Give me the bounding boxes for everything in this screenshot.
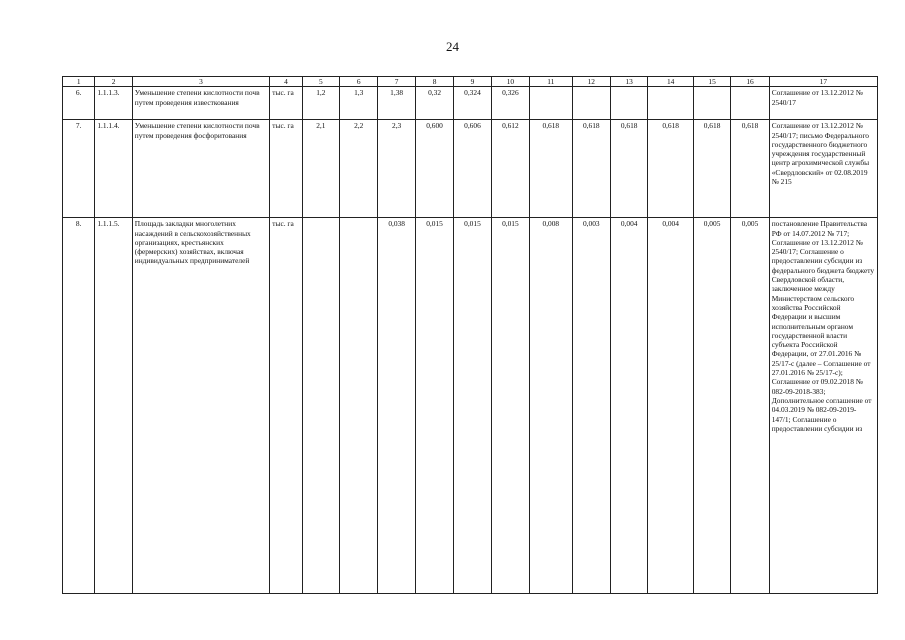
value-cell: 0,005 xyxy=(693,218,730,594)
value-cell: 2,2 xyxy=(340,120,378,218)
value-cell: 0,004 xyxy=(648,218,694,594)
header-cell: 5 xyxy=(302,77,339,87)
value-cell xyxy=(530,87,572,120)
row-number: 7. xyxy=(63,120,95,218)
value-cell: 1,38 xyxy=(378,87,415,120)
value-cell: 0,008 xyxy=(530,218,572,594)
header-cell: 4 xyxy=(270,77,302,87)
value-cell xyxy=(302,218,339,594)
value-cell: 0,618 xyxy=(530,120,572,218)
row-number: 8. xyxy=(63,218,95,594)
basis-cell: Соглашение от 13.12.2012 № 2540/17; письмо Федерального государственного бюджетного учреждения государственный центр агрохимической службы «Свердловский» от 02.08.2019 № 215 xyxy=(769,120,877,218)
indicators-table xyxy=(62,76,878,594)
value-cell xyxy=(340,218,378,594)
header-cell: 14 xyxy=(648,77,694,87)
unit-cell: тыс. га xyxy=(270,218,302,594)
header-cell: 7 xyxy=(378,77,415,87)
header-cell: 2 xyxy=(95,77,132,87)
indicator-name: Уменьшение степени кислотности почв путем проведения фосфоритования xyxy=(132,120,270,218)
header-cell: 11 xyxy=(530,77,572,87)
value-cell: 0,618 xyxy=(572,120,610,218)
value-cell: 2,1 xyxy=(302,120,339,218)
header-cell: 12 xyxy=(572,77,610,87)
value-cell: 1,3 xyxy=(340,87,378,120)
value-cell: 0,038 xyxy=(378,218,415,594)
table-row xyxy=(63,87,878,120)
value-cell: 0,003 xyxy=(572,218,610,594)
value-cell xyxy=(648,87,694,120)
value-cell xyxy=(572,87,610,120)
header-cell: 3 xyxy=(132,77,270,87)
basis-cell: Соглашение от 13.12.2012 № 2540/17 xyxy=(769,87,877,120)
row-code: 1.1.1.4. xyxy=(95,120,132,218)
value-cell: 0,618 xyxy=(693,120,730,218)
table-row xyxy=(63,218,878,594)
value-cell: 0,618 xyxy=(648,120,694,218)
indicator-name: Уменьшение степени кислотности почв путем проведения известкования xyxy=(132,87,270,120)
row-code: 1.1.1.3. xyxy=(95,87,132,120)
row-code: 1.1.1.5. xyxy=(95,218,132,594)
unit-cell: тыс. га xyxy=(270,87,302,120)
value-cell: 0,015 xyxy=(491,218,529,594)
value-cell: 0,326 xyxy=(491,87,529,120)
value-cell: 2,3 xyxy=(378,120,415,218)
header-cell: 9 xyxy=(454,77,491,87)
basis-cell: постановление Правительства РФ от 14.07.2012 № 717; Соглашение от 13.12.2012 № 2540/17; Соглашение о предоставлении субсидии из федерального бюджета бюджету Свердловской области, заключенное между Министерством сельского хозяйства Российской Федерации и высшим исполнительным органом государственной власти субъекта Российской Федерации, от 27.01.2016 № 25/17-с (далее – Соглашение от 27.01.2016 № 25/17-с); Соглашение от 09.02.2018 № 082-09-2018-383; Дополнительное соглашение от 04.03.2019 № 082-09-2019-147/1; Соглашение о предоставлении субсидии из xyxy=(769,218,877,594)
header-cell: 8 xyxy=(415,77,453,87)
value-cell: 0,618 xyxy=(610,120,647,218)
indicator-name: Площадь закладки многолетних насаждений в сельскохозяйственных организациях, крестьянских (фермерских) хозяйствах, включая индивидуальных предпринимателей xyxy=(132,218,270,594)
value-cell xyxy=(693,87,730,120)
header-cell: 13 xyxy=(610,77,647,87)
value-cell: 0,612 xyxy=(491,120,529,218)
value-cell: 1,2 xyxy=(302,87,339,120)
value-cell: 0,618 xyxy=(731,120,769,218)
header-cell: 1 xyxy=(63,77,95,87)
value-cell: 0,015 xyxy=(454,218,491,594)
value-cell: 0,015 xyxy=(415,218,453,594)
header-cell: 16 xyxy=(731,77,769,87)
page-number: 24 xyxy=(446,39,459,54)
value-cell: 0,005 xyxy=(731,218,769,594)
value-cell: 0,324 xyxy=(454,87,491,120)
unit-cell: тыс. га xyxy=(270,120,302,218)
value-cell: 0,004 xyxy=(610,218,647,594)
value-cell: 0,600 xyxy=(415,120,453,218)
value-cell: 0,32 xyxy=(415,87,453,120)
header-cell: 15 xyxy=(693,77,730,87)
value-cell xyxy=(731,87,769,120)
header-cell: 10 xyxy=(491,77,529,87)
table-row xyxy=(63,120,878,218)
value-cell xyxy=(610,87,647,120)
header-cell: 6 xyxy=(340,77,378,87)
table-header-row xyxy=(63,77,878,87)
row-number: 6. xyxy=(63,87,95,120)
value-cell: 0,606 xyxy=(454,120,491,218)
header-cell: 17 xyxy=(769,77,877,87)
